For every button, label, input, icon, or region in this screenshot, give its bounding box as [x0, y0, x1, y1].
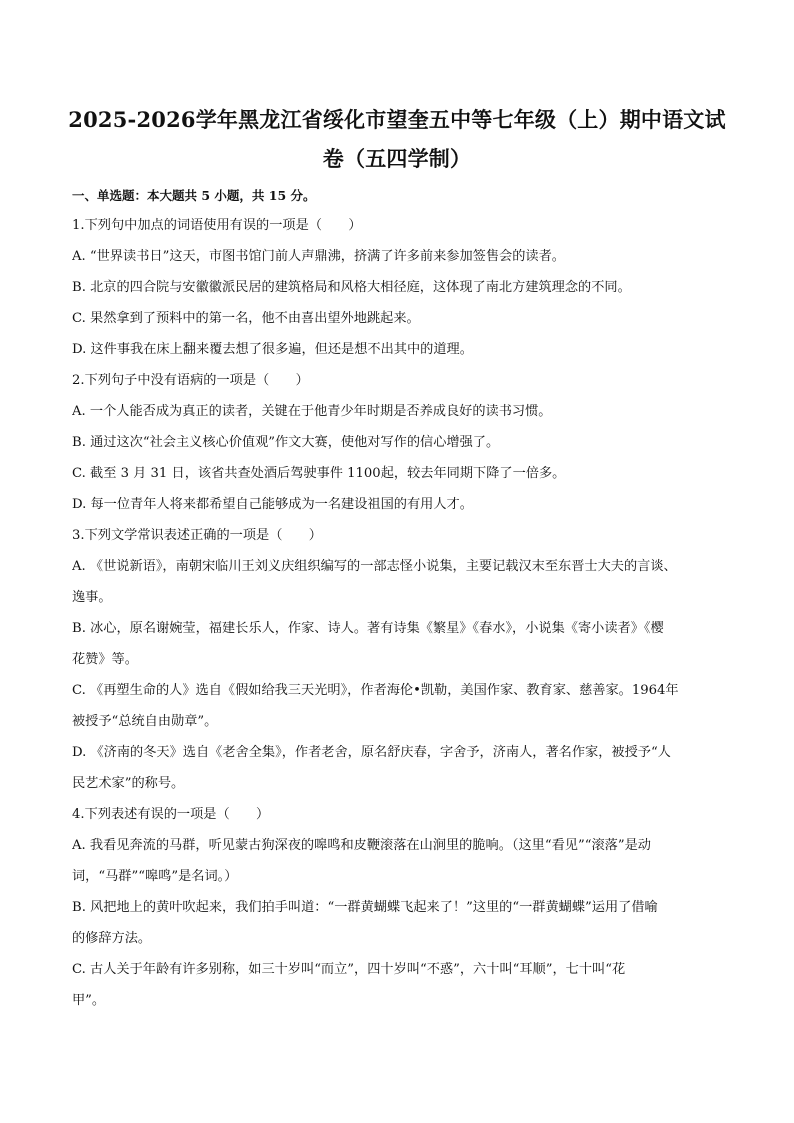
- question-3-stem: 3.下列文学常识表述正确的一项是（ ）: [72, 528, 322, 543]
- exam-title-line-2: 卷（五四学制）: [322, 146, 472, 171]
- question-3-option-a-line-2: 逸事。: [72, 590, 112, 605]
- question-4-option-b-line-2: 的修辞方法。: [72, 931, 152, 946]
- question-4-option-c-line-1: C. 古人关于年龄有许多别称，如三十岁叫“而立”，四十岁叫“不惑”，六十叫“耳顺”，七十叫“花: [72, 962, 626, 977]
- question-1-option-d: D. 这件事我在床上翻来覆去想了很多遍，但还是想不出其中的道理。: [72, 342, 473, 357]
- question-3-option-a-line-1: A. 《世说新语》，南朝宋临川王刘义庆组织编写的一部志怪小说集，主要记载汉末至东晋士大夫的言谈、: [72, 559, 677, 574]
- section-header-single-choice: 一、单选题：本大题共 5 小题，共 15 分。: [72, 188, 316, 203]
- question-2-option-b: B. 通过这次“社会主义核心价值观”作文大赛，使他对写作的信心增强了。: [72, 435, 500, 450]
- question-3-option-c-line-2: 被授予“总统自由勋章”。: [72, 714, 218, 729]
- question-3-option-d-line-1: D. 《济南的冬天》选自《老舍全集》，作者老舍，原名舒庆春，字舍予，济南人，著名作家，被授予“人: [72, 745, 671, 760]
- question-3-option-b-line-2: 花赞》等。: [72, 652, 138, 667]
- question-2-option-d: D. 每一位青年人将来都希望自己能够成为一名建设祖国的有用人才。: [72, 497, 473, 512]
- question-4-option-a-line-2: 词，“马群”“嗥鸣”是名词。）: [72, 869, 238, 884]
- question-4-option-c-line-2: 甲”。: [72, 993, 106, 1008]
- question-2-option-a: A. 一个人能否成为真正的读者，关键在于他青少年时期是否养成良好的读书习惯。: [72, 404, 552, 419]
- question-3-option-d-line-2: 民艺术家”的称号。: [72, 776, 185, 791]
- question-4-option-b-line-1: B. 风把地上的黄叶吹起来，我们拍手叫道：“一群黄蝴蝶飞起来了！”这里的“一群黄蝴蝶”运用了借喻: [72, 900, 658, 915]
- question-3-option-c-line-1: C. 《再塑生命的人》选自《假如给我三天光明》，作者海伦•凯勒，美国作家、教育家、慈善家。1964年: [72, 683, 679, 698]
- question-2-stem: 2.下列句子中没有语病的一项是（ ）: [72, 373, 309, 388]
- exam-title-line-1: 2025-2026学年黑龙江省绥化市望奎五中等七年级（上）期中语文试: [68, 107, 726, 132]
- question-1-option-b: B. 北京的四合院与安徽徽派民居的建筑格局和风格大相径庭，这体现了南北方建筑理念的不同。: [72, 280, 631, 295]
- question-1-stem: 1.下列句中加点的词语使用有误的一项是（ ）: [72, 218, 362, 233]
- question-3-option-b-line-1: B. 冰心，原名谢婉莹，福建长乐人，作家、诗人。著有诗集《繁星》《春水》，小说集《寄小读者》《樱: [72, 621, 664, 636]
- question-1-option-a: A. “世界读书日”这天，市图书馆门前人声鼎沸，挤满了许多前来参加签售会的读者。: [72, 249, 565, 264]
- question-4-stem: 4.下列表述有误的一项是（ ）: [72, 807, 270, 822]
- question-2-option-c: C. 截至 3 月 31 日，该省共查处酒后驾驶事件 1100起，较去年同期下降了一倍多。: [72, 466, 566, 481]
- question-4-option-a-line-1: A. 我看见奔流的马群，听见蒙古狗深夜的嗥鸣和皮鞭滚落在山涧里的脆响。（这里“看见”“滚落”是动: [72, 838, 651, 853]
- question-1-option-c: C. 果然拿到了预料中的第一名，他不由喜出望外地跳起来。: [72, 311, 420, 326]
